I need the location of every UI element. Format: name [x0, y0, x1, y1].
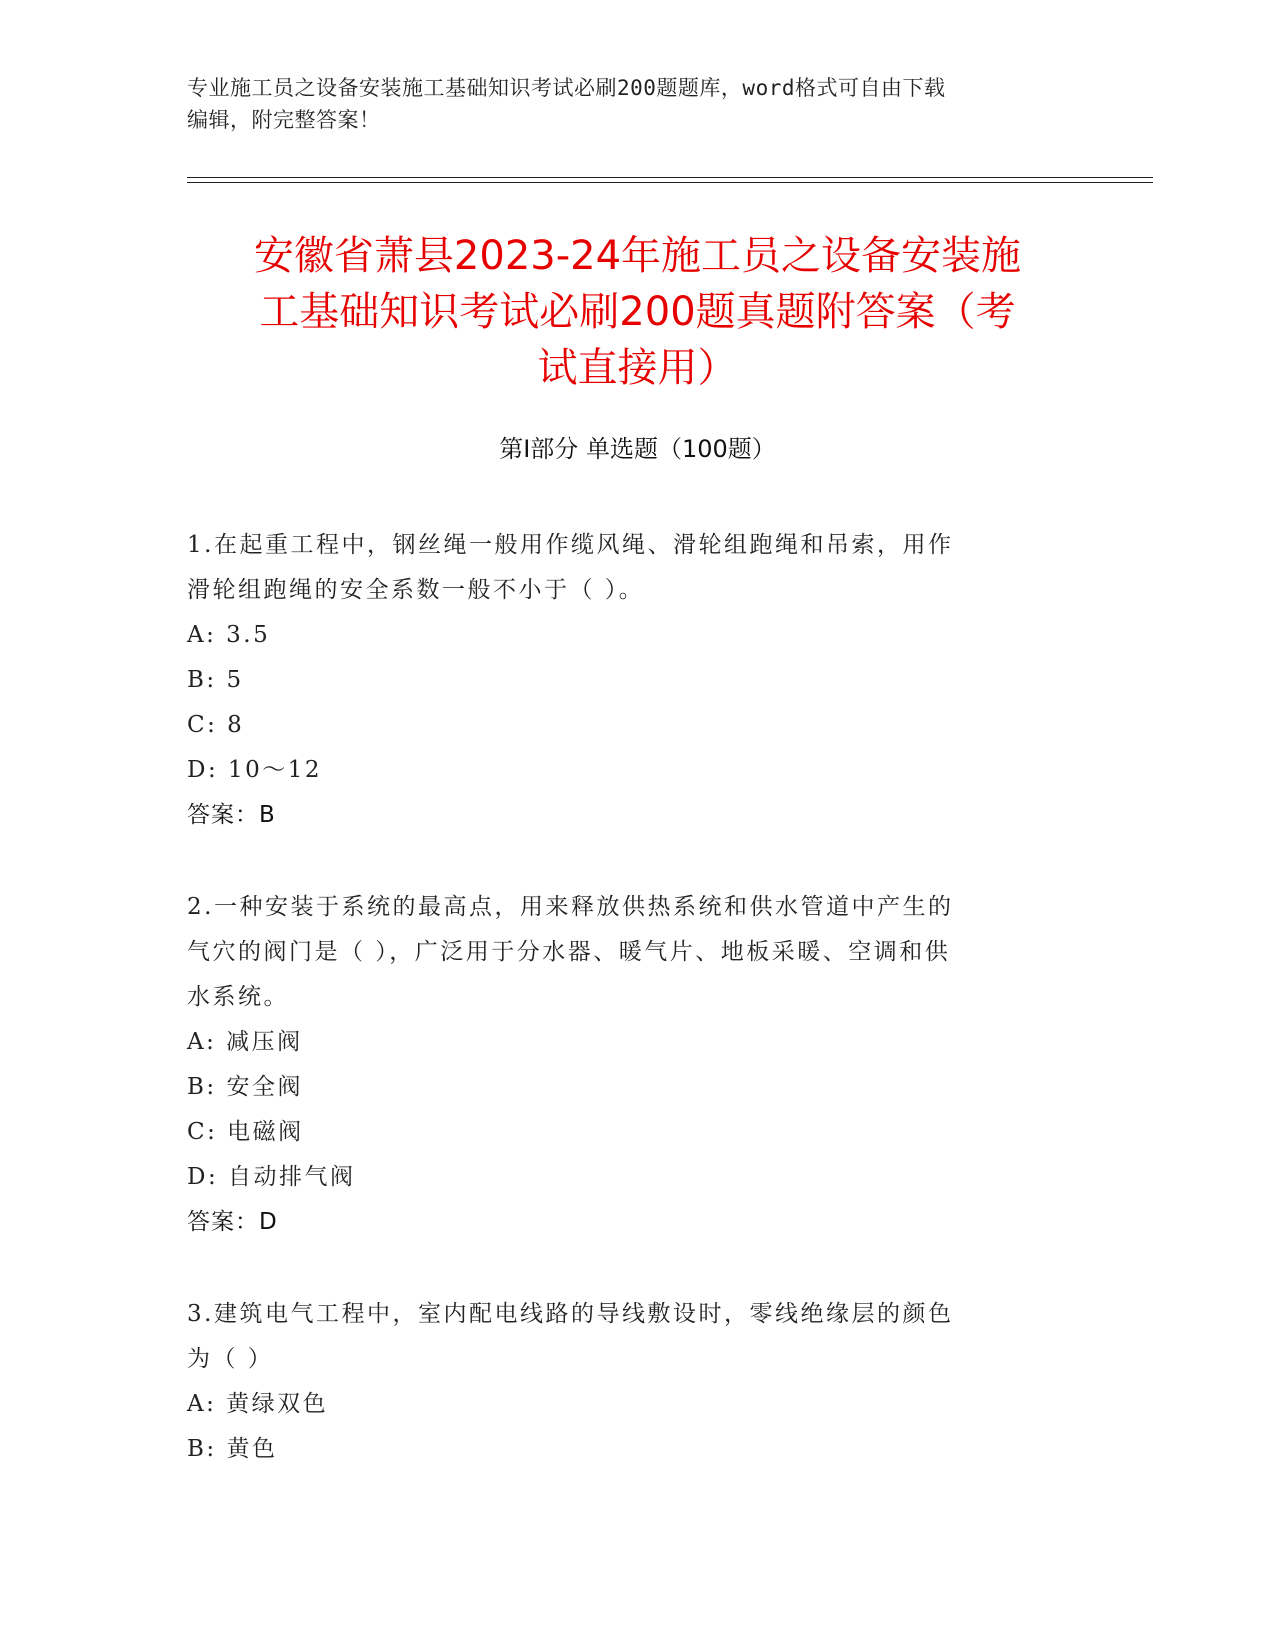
header-note-line: 编辑，附完整答案！ — [187, 108, 381, 132]
header-note — [187, 72, 1067, 136]
question-stem-line: 为（ ） — [187, 1346, 274, 1372]
question-stem-line: 气穴的阀门是（ ），广泛用于分水器、暖气片、地板采暖、空调和供 — [187, 939, 951, 965]
question-stem — [187, 523, 1067, 613]
header-divider — [187, 182, 1153, 183]
question-stem-line: 滑轮组跑绳的安全系数一般不小于（ ）。 — [187, 577, 645, 603]
question-option-b: B: 5 — [187, 667, 244, 693]
question-stem-line: 1.在起重工程中，钢丝绳一般用作缆风绳、滑轮组跑绳和吊索，用作 — [187, 532, 954, 558]
question-option-a: A: 黄绿双色 — [187, 1391, 329, 1417]
question-stem-line: 2.一种安装于系统的最高点，用来释放供热系统和供水管道中产生的 — [187, 894, 954, 920]
document-title — [170, 228, 1105, 396]
question-option-c: C: 电磁阀 — [187, 1119, 304, 1145]
question-option-c: C: 8 — [187, 712, 245, 738]
title-line: 试直接用） — [537, 345, 738, 391]
question-option-d: D: 自动排气阀 — [187, 1164, 356, 1190]
question-option-b: B: 黄色 — [187, 1436, 278, 1462]
question-2 — [187, 885, 1067, 1245]
title-line: 安徽省萧县2023-24年施工员之设备安装施 — [253, 233, 1022, 279]
question-option-a: A: 减压阀 — [187, 1029, 303, 1055]
question-1 — [187, 523, 1067, 838]
question-stem — [187, 1292, 1067, 1382]
header-divider — [187, 177, 1153, 178]
header-note-line: 专业施工员之设备安装施工基础知识考试必刷200题题库，word格式可自由下载 — [187, 76, 946, 100]
question-stem — [187, 885, 1067, 1020]
question-3 — [187, 1292, 1067, 1472]
question-answer: 答案：B — [187, 802, 276, 828]
section-title: 第Ⅰ部分 单选题（100题） — [499, 435, 776, 463]
question-stem-line: 3.建筑电气工程中，室内配电线路的导线敷设时，零线绝缘层的颜色 — [187, 1301, 954, 1327]
question-answer: 答案：D — [187, 1209, 278, 1235]
question-option-d: D: 10～12 — [187, 757, 323, 783]
question-stem-line: 水系统。 — [187, 984, 289, 1010]
question-option-b: B: 安全阀 — [187, 1074, 303, 1100]
title-line: 工基础知识考试必刷200题真题附答案（考 — [259, 289, 1016, 335]
question-option-a: A: 3.5 — [187, 622, 271, 648]
